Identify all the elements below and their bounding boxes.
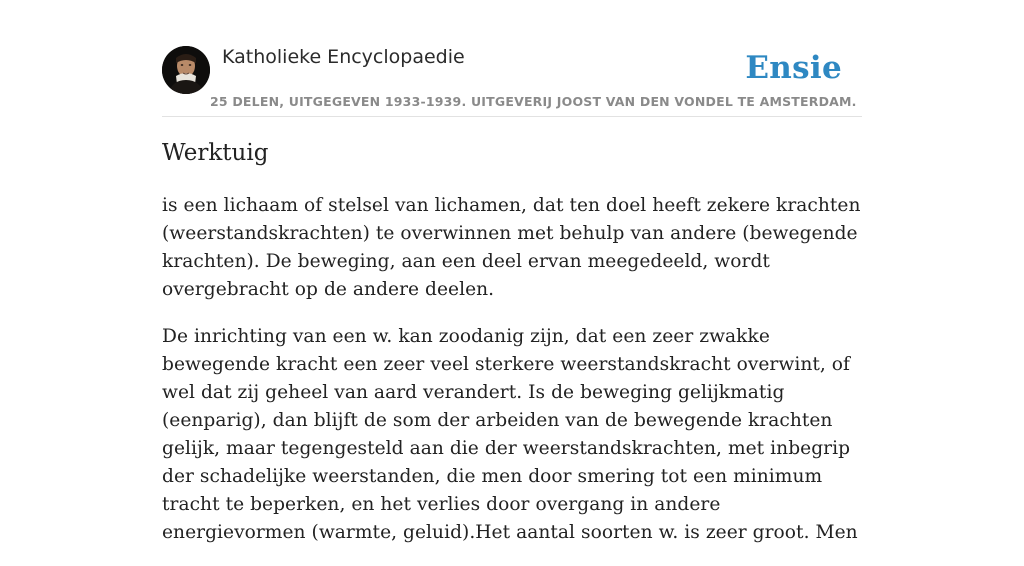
- source-subtitle: 25 DELEN, UITGEGEVEN 1933-1939. UITGEVERIJ JOOST VAN DEN VONDEL TE AMSTERDAM.: [210, 94, 857, 109]
- source-title[interactable]: Katholieke Encyclopaedie: [222, 46, 465, 68]
- article-paragraph: De inrichting van een w. kan zoodanig zijn, dat een zeer zwakke bewegende kracht een zeer veel sterkere weerstandskracht overwint, of wel dat zij geheel van aard verandert. Is de beweging gelijkmatig (eenparig), dan blijft de som der arbeiden van de bewegende krachten gelijk, maar tegengesteld aan die der weerstandskrachten, met inbegrip der schadelijke weerstanden, die men door smering tot een minimum tracht te beperken, en het verlies door overgang in andere energievormen (warmte, geluid).Het aantal soorten w. is zeer groot. Men: [162, 326, 858, 543]
- source-header: [162, 0, 862, 117]
- article-body: [162, 192, 862, 566]
- portrait-avatar-icon[interactable]: [162, 46, 210, 94]
- page: [162, 0, 862, 543]
- article-paragraph: is een lichaam of stelsel van lichamen, dat ten doel heeft zekere krachten (weerstandskrachten) te overwinnen met behulp van andere (bewegende krachten). De beweging, aan een deel ervan meegedeeld, wordt overgebracht op de andere deelen.: [162, 195, 861, 300]
- ensie-logo-link[interactable]: Ensie: [745, 50, 842, 86]
- article-title: Werktuig: [162, 140, 269, 166]
